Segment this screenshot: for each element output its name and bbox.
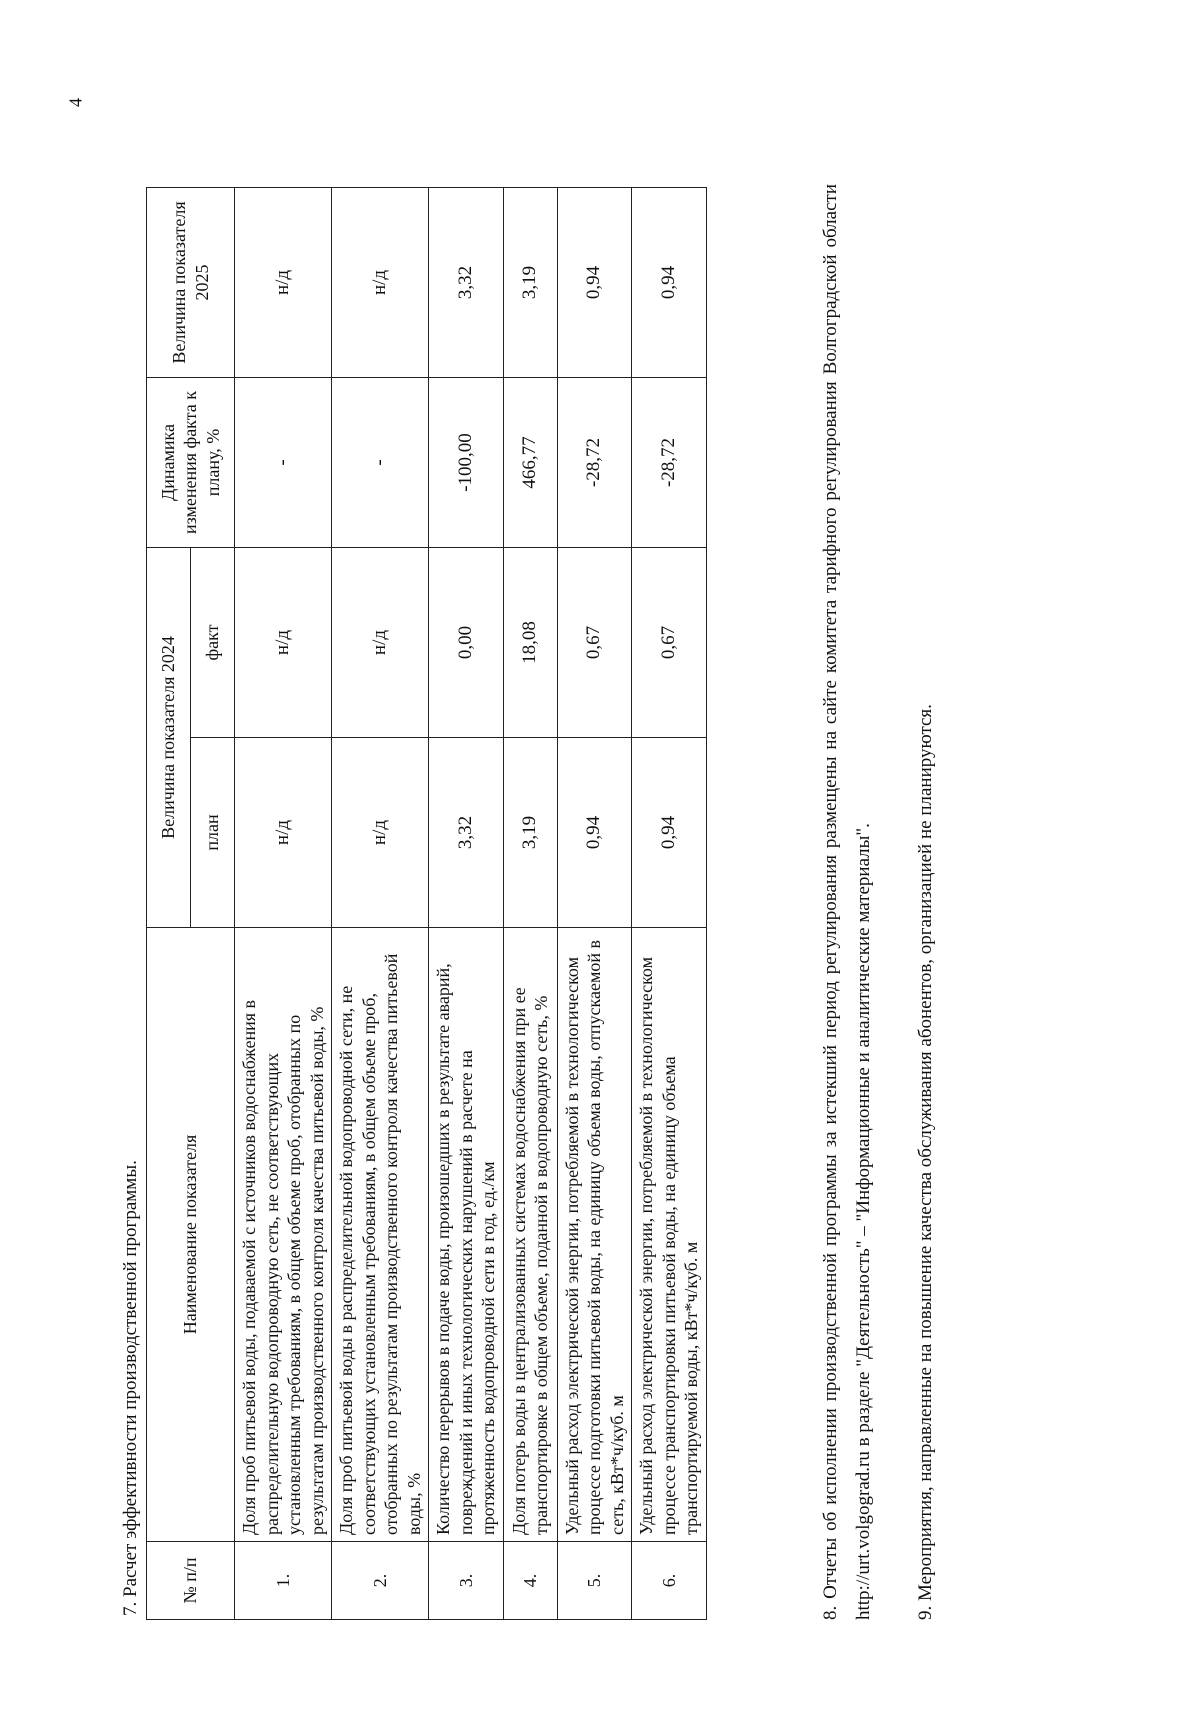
row-name: Количество перерывов в подаче воды, произошедших в результате аварий, повреждений и иных технологических нарушений в расчете на протяженность водопроводной сети в год, ед./км — [429, 928, 504, 1542]
row-value-2025: 0,94 — [557, 187, 632, 377]
row-plan: н/д — [332, 738, 429, 928]
row-dynamics: - — [235, 377, 332, 547]
row-plan: 0,94 — [557, 738, 632, 928]
row-dynamics: 466,77 — [503, 377, 557, 547]
header-fact: факт — [191, 547, 235, 737]
row-name: Доля проб питьевой воды в распределительной водопроводной сети, не соответствующих установленным требованиям, в общем объеме проб, отобранных по результатам производственного контроля качества питьевой воды, % — [332, 928, 429, 1542]
row-fact: 18,08 — [503, 547, 557, 737]
row-dynamics: -28,72 — [557, 377, 632, 547]
rotated-page-content — [120, 120, 936, 1620]
row-fact: н/д — [332, 547, 429, 737]
row-value-2025: н/д — [235, 187, 332, 377]
row-plan: н/д — [235, 738, 332, 928]
header-value-2025: Величина показателя 2025 — [147, 187, 235, 377]
row-num: 5. — [557, 1542, 632, 1620]
header-value-2024: Величина показателя 2024 — [147, 547, 191, 927]
row-fact: 0,67 — [632, 547, 707, 737]
header-num: № п/п — [147, 1542, 235, 1620]
table-row — [632, 187, 707, 1619]
row-fact: н/д — [235, 547, 332, 737]
row-value-2025: 0,94 — [632, 187, 707, 377]
row-num: 2. — [332, 1542, 429, 1620]
header-plan: план — [191, 738, 235, 928]
row-fact: 0,00 — [429, 547, 504, 737]
row-dynamics: - — [332, 377, 429, 547]
row-dynamics: -28,72 — [632, 377, 707, 547]
row-plan: 3,32 — [429, 738, 504, 928]
page-number: 4 — [65, 98, 86, 107]
table-row — [503, 187, 557, 1619]
row-name: Удельный расход электрической энергии, потребляемой в технологическом процессе транспортировки питьевой воды, на единицу объема транспортируемой воды, кВт*ч/куб. м — [632, 928, 707, 1542]
note-item-9: 9. Мероприятия, направленные на повышение качества обслуживания абонентов, организацией не планируются. — [914, 704, 936, 1620]
row-num: 6. — [632, 1542, 707, 1620]
header-dynamics: Динамика изменения факта к плану, % — [147, 377, 235, 547]
row-num: 3. — [429, 1542, 504, 1620]
row-name: Удельный расход электрической энергии, потребляемой в технологическом процессе подготовки питьевой воды, на единицу объема воды, отпускаемой в сеть, кВт*ч/куб. м — [557, 928, 632, 1542]
row-name: Доля проб питьевой воды, подаваемой с источников водоснабжения в распределительную водопроводную сеть, не соответствующих установленным требованиям, в общем объеме проб, отобранных по результатам производственного контроля качества питьевой воды, % — [235, 928, 332, 1542]
notes-block — [814, 184, 942, 1620]
section-title: 7. Расчет эффективности производственной программы. — [120, 1160, 141, 1616]
row-value-2025: н/д — [332, 187, 429, 377]
row-num: 4. — [503, 1542, 557, 1620]
table-row — [332, 187, 429, 1619]
row-plan: 3,19 — [503, 738, 557, 928]
row-num: 1. — [235, 1542, 332, 1620]
row-value-2025: 3,32 — [429, 187, 504, 377]
note-item-8: 8. Отчеты об исполнении производственной программы за истекший период регулирования размещены на сайте комитета тарифного регулирования Волгоградской области http://urt.volgograd.ru в разделе "Деятельность" – "Информационные и аналитические материалы". — [820, 184, 875, 1620]
header-name: Наименование показателя — [147, 928, 235, 1542]
row-name: Доля потерь воды в централизованных системах водоснабжения при ее транспортировке в общем объеме, поданной в водопроводную сеть, % — [503, 928, 557, 1542]
table-row — [235, 187, 332, 1619]
row-dynamics: -100,00 — [429, 377, 504, 547]
efficiency-table — [146, 187, 707, 1620]
row-plan: 0,94 — [632, 738, 707, 928]
table-row — [429, 187, 504, 1619]
row-fact: 0,67 — [557, 547, 632, 737]
table-row — [557, 187, 632, 1619]
row-value-2025: 3,19 — [503, 187, 557, 377]
